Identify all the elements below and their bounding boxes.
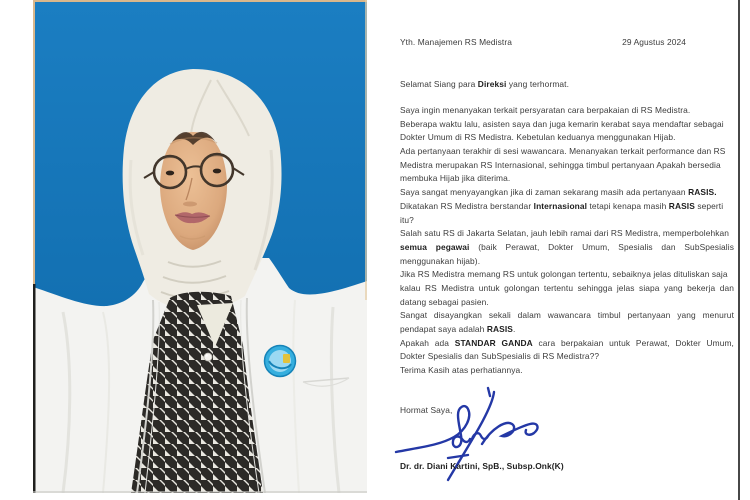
letter-line: Dikatakan RS Medistra berstandar Internasional tetapi kenapa masih RASIS seperti	[400, 200, 724, 211]
letter-line: Apakah ada STANDAR GANDA cara berpakaian untuk Perawat, Dokter Umum,	[400, 337, 734, 348]
handwritten-signature	[390, 386, 590, 486]
letter-line: Jika RS Medistra memang RS untuk golongan tertentu, sebaiknya jelas dituliskan saja	[400, 269, 728, 280]
letter-line: Salah satu RS di Jakarta Selatan, jauh lebih ramai dari RS Medistra, memperbolehkan	[400, 228, 730, 239]
letter-line: Medistra merupakan RS Internasional, sehingga timbul pertanyaan Apakah bersedia	[400, 159, 721, 170]
letter-line: Dokter Umum di RS Medistra. Kebetulan keduanya menggunakan Hijab.	[400, 132, 676, 143]
badge-pin	[265, 346, 296, 377]
letter-line: pendapat saya adalah RASIS.	[400, 324, 516, 334]
letter-line: Saya sangat menyayangkan jika di zaman sekarang masih ada pertanyaan RASIS.	[400, 187, 717, 198]
letter-line: Beberapa waktu lalu, asisten saya dan juga kemarin kerabat saya mendaftar sebagai	[400, 118, 724, 129]
letter-greeting: Selamat Siang para Direksi yang terhormat.	[400, 79, 570, 89]
letter-closing: Hormat Saya,	[400, 405, 453, 415]
letter-line: Sangat disayangkan sekali dalam wawancara timbul pertanyaan yang menurut	[400, 310, 734, 321]
portrait-photo-drawing	[33, 0, 367, 493]
letter-line: semua pegawai (baik Perawat, Dokter Umum, Spesialis dan SubSpesialis	[400, 241, 734, 252]
letter-body	[400, 104, 734, 378]
page-edge-line	[738, 0, 740, 500]
portrait-photo	[33, 0, 367, 493]
pearl-pin	[204, 353, 212, 361]
signer-name: Dr. dr. Diani Kartini, SpB., Subsp.Onk(K)	[400, 461, 564, 471]
letter-line: datang sebagai pasien.	[400, 296, 489, 307]
letter-line: membuka Hijab jika diterima.	[400, 173, 511, 184]
letter-line: Terima Kasih atas perhatiannya.	[400, 365, 523, 376]
letter-recipient: Yth. Manajemen RS Medistra	[400, 37, 512, 47]
letter-line: Dokter Spesialis dan SubSpesialis di RS Medistra??	[400, 351, 600, 362]
letter-line: Saya ingin menanyakan terkait persyaratan cara berpakaian di RS Medistra.	[400, 105, 691, 115]
letter-header	[400, 37, 739, 49]
letter-line: itu?	[400, 214, 414, 225]
letter-document	[400, 0, 739, 500]
letter-line: Ada pertanyaan terakhir di sesi wawancara. Menanyakan terkait performance dan RS	[400, 146, 726, 157]
letter-date: 29 Agustus 2024	[622, 37, 686, 47]
letter-line: kalau RS Medistra untuk golongan tertentu sehingga jelas siapa yang bekerja dan	[400, 282, 734, 293]
letter-line: menggunakan hijab).	[400, 255, 481, 266]
